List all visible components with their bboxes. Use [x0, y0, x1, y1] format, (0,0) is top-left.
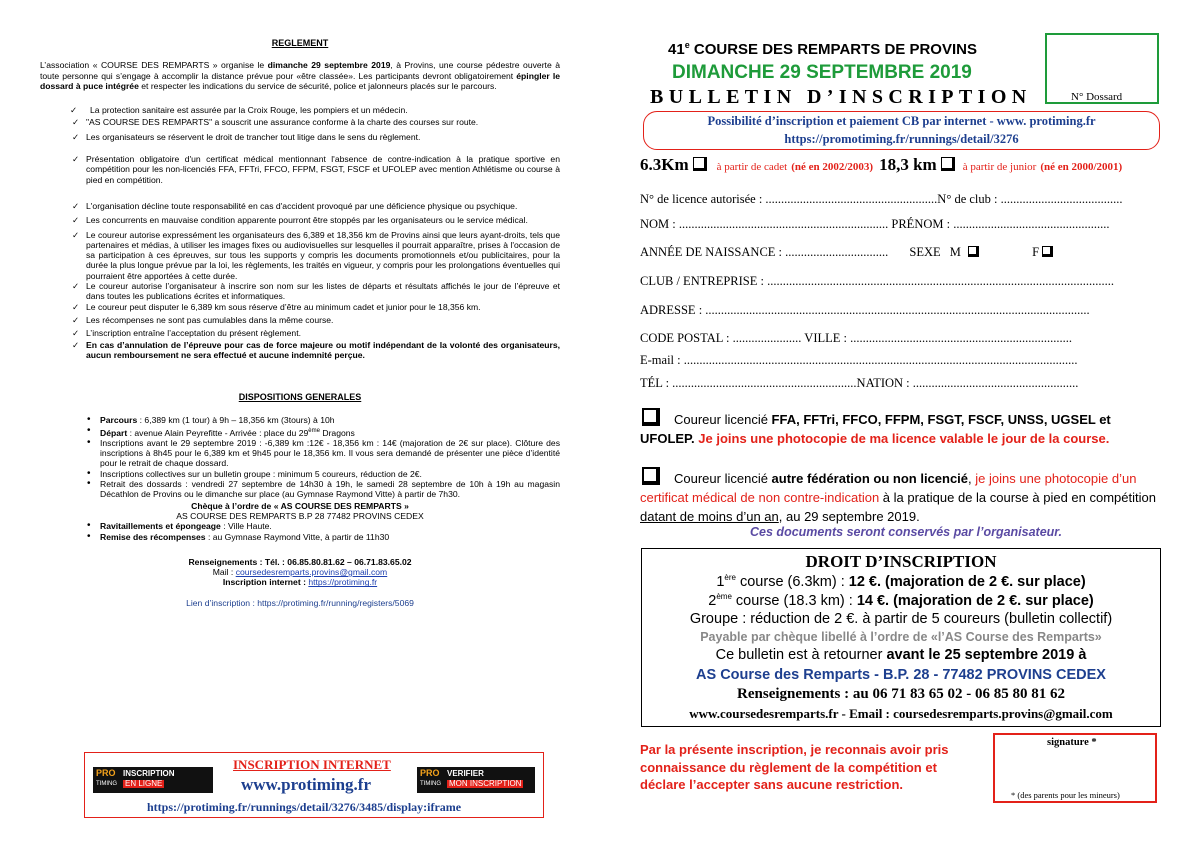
signature-box[interactable]: [993, 733, 1157, 803]
lien-inscription[interactable]: Lien d’inscription : https://protiming.fr/running/registers/5069: [186, 597, 414, 608]
list-item: ✓ Le coureur autorise expressément les organisateurs des 6,389 et 18,356 km de Provins ainsi que leurs ayant-droits, tels que partenaires et médias, à utiliser les images fixes ou audiovisuelles sur lesquelles il pourrait apparaître, prises à l'occasion de sa participation à ces épreuves, sur tous les supports y compris les documents promotionnels et/ou publicitaires, pour la durée la plus longue prévue par la loi, les règlements, les traités en vigueur, y compris pour les prolongations éventuelles qui pourraient être apportées à cette durée.: [72, 229, 560, 281]
checkbox-sexe-f[interactable]: [1042, 246, 1053, 257]
online-line2[interactable]: https://promotiming.fr/runnings/detail/3276: [784, 132, 1019, 146]
conserved-note: Ces documents seront conservés par l’organisateur.: [750, 525, 1062, 539]
droit-title: DROIT D’INSCRIPTION: [805, 552, 997, 571]
inscription-site[interactable]: www.protiming.fr: [241, 775, 372, 794]
droit-course1: 1ère course (6.3km) : 12 €. (majoration de 2 €. sur place): [716, 573, 1086, 590]
check-icon: ✓: [72, 281, 80, 292]
droit-web[interactable]: www.coursedesremparts.fr - Email : coursedesremparts.provins@gmail.com: [689, 706, 1113, 721]
bullet-icon: •: [87, 414, 91, 426]
signature-label: signature *: [1047, 737, 1097, 748]
check-icon: ✓: [72, 117, 80, 128]
dossard-box: [1045, 33, 1159, 104]
dispositions-title: DISPOSITIONS GENERALES: [238, 392, 362, 403]
reglement-title: REGLEMENT: [271, 38, 329, 48]
email-field[interactable]: E-mail : ..............................................................................................................................: [640, 353, 1078, 367]
internet-link[interactable]: https://protiming.fr: [308, 577, 378, 588]
check-icon: ✓: [72, 200, 80, 211]
bullet-icon: •: [87, 520, 91, 532]
edition-title: 41e COURSE DES REMPARTS DE PROVINS: [668, 40, 977, 58]
check-icon: ✓: [72, 229, 80, 240]
bullet-icon: •: [87, 424, 91, 436]
list-item: • Retrait des dossards : vendredi 27 septembre de 14h30 à 19h, le samedi 28 septembre de 10h à 19h au magasin Décathlon de Provins ou le dimanche sur place (au Gymnase Raymond Vitte) à partir de 7h30.: [87, 478, 560, 500]
list-item: ✓ "AS COURSE DES REMPARTS" a souscrit une assurance conforme à la charte des courses sur route.: [72, 117, 479, 128]
list-item: ✓ Les récompenses ne sont pas cumulables dans la même course.: [72, 314, 334, 325]
check-icon: ✓: [70, 105, 78, 116]
acceptance-text: Par la présente inscription, je reconnais avoir pris connaissance du règlement de la compétition et déclare l’accepter sans aucune restriction.: [640, 742, 949, 792]
bulletin-title: BULLETIN D’INSCRIPTION: [650, 86, 1032, 108]
checkbox-6km[interactable]: [693, 157, 707, 171]
mail-link[interactable]: coursedesremparts.provins@gmail.com: [235, 567, 388, 578]
check-icon: ✓: [72, 339, 80, 350]
club-field[interactable]: CLUB / ENTREPRISE : ...............................................................................................................: [640, 274, 1114, 288]
event-date: DIMANCHE 29 SEPTEMBRE 2019: [672, 62, 972, 83]
cheque-line1: Chèque à l’ordre de « AS COURSE DES REMPARTS »: [191, 500, 409, 511]
list-item: • Inscriptions collectives sur un bulletin groupe : minimum 5 coureurs, réduction de 2€.: [87, 467, 422, 479]
licencie-text: Coureur licencié FFA, FFTri, FFCO, FFPM, FSGT, FSCF, UNSS, UGSEL et UFOLEP. Je joins une photocopie de ma licence valable le jour de la course.: [640, 412, 1111, 446]
list-item: • Inscriptions avant le 29 septembre 2019 : -6,389 km :12€ - 18,356 km : 14€ (majoration de 2€ sur place). Clôture des inscriptions à 8h45 pour le 6,389 km et 9h45 pour le 18,356 km. Il vous sera demandé de présenter une pièce d’identité pour le retrait de chaque dossard.: [87, 436, 560, 469]
droit-inscription-box: [641, 548, 1161, 727]
left-column: [40, 38, 560, 608]
list-item: ✓ Les organisateurs se réservent le droit de trancher tout litige dans le sens du règlement.: [72, 131, 421, 142]
licence-field[interactable]: N° de licence autorisée : .......................................................N° de club : .......................................: [640, 192, 1123, 206]
list-item: ✓ Présentation obligatoire d'un certificat médical mentionnant l'absence de contre-indication à la pratique sportive en compétition pour les non-licenciés FFA, FFTri, FFCO, FFPM, FSGT, FSCF et UFOLEP avec mention Athlétisme ou course à pied en compétition.: [72, 154, 560, 185]
list-item: ✓ L'organisation décline toute responsabilité en cas d'accident provoqué par une déficience physique ou psychique.: [72, 200, 518, 211]
list-item: • Parcours : 6,389 km (1 tour) à 9h – 18,356 km (3tours) à 10h: [87, 414, 335, 426]
droit-renseignements: Renseignements : au 06 71 83 65 02 - 06 85 80 81 62: [737, 686, 1065, 702]
reglement-list: [40, 105, 560, 360]
checkbox-18km[interactable]: [941, 157, 955, 171]
droit-course2: 2ème course (18.3 km) : 14 €. (majoration de 2 €. sur place): [708, 592, 1094, 609]
mail-line: Mail : coursedesremparts.provins@gmail.com: [212, 567, 388, 578]
list-item: ✓ Le coureur autorise l’organisateur à inscrire son nom sur les listes de départs et résultats affichés le jour de l’épreuve et dans toutes les publications écrites et informatiques.: [72, 281, 560, 302]
tel-nation-field[interactable]: TÉL : ...........................................................NATION : .....................................................: [640, 376, 1079, 390]
distance-row: 6.3Km à partir de cadet (né en 2002/2003) 18,3 km à partir de junior (né en 2000/2001): [640, 155, 1123, 174]
cheque-line2: AS COURSE DES REMPARTS B.P 28 77482 PROVINS CEDEX: [176, 510, 424, 521]
bullet-icon: •: [87, 530, 91, 542]
droit-address: AS Course des Remparts - B.P. 28 - 77482 PROVINS CEDEX: [696, 667, 1106, 683]
check-icon: ✓: [72, 215, 80, 226]
bullet-icon: •: [87, 478, 91, 490]
adresse-field[interactable]: ADRESSE : ...........................................................................................................................: [640, 303, 1090, 317]
code-postal-ville-field[interactable]: CODE POSTAL : ...................... VILLE : .......................................................................: [640, 331, 1072, 345]
checkbox-sexe-m[interactable]: [968, 246, 979, 257]
check-icon: ✓: [72, 154, 80, 165]
list-item: • Ravitaillements et épongeage : Ville Haute.: [87, 520, 272, 532]
annee-field[interactable]: ANNÉE DE NAISSANCE : ................................. SEXE M F: [640, 245, 1160, 260]
inscription-internet-box: [84, 752, 544, 818]
droit-retour: Ce bulletin est à retourner avant le 25 septembre 2019 à: [715, 647, 1087, 663]
dispositions-list-2: [40, 521, 560, 542]
check-icon: ✓: [72, 328, 80, 339]
non-licencie-text: Coureur licencié autre fédération ou non licencié, je joins une photocopie d’un certificat médical de non contre-indication à la pratique de la course à pied en compétition datant de moins d’un an, au 29 septembre 2019.: [640, 471, 1156, 524]
renseignements: Renseignements : Tél. : 06.85.80.81.62 – 06.71.83.65.02: [188, 556, 412, 567]
list-item: ✓ Les concurrents en mauvaise condition apparente pourront être stoppés par les organisateurs ou le service médical.: [72, 215, 528, 226]
droit-payable: Payable par chèque libellé à l’ordre de «l’AS Course des Remparts»: [700, 630, 1102, 644]
verifier-inscription-logo[interactable]: PRO TIMING VERIFIER MON INSCRIPTION: [417, 767, 535, 793]
inscription-title: INSCRIPTION INTERNET: [233, 757, 391, 772]
nom-prenom-field[interactable]: NOM : ................................................................... PRÉNOM : ..................................................: [640, 217, 1110, 231]
check-icon: ✓: [72, 301, 80, 312]
list-item: ✓ La protection sanitaire est assurée par la Croix Rouge, les pompiers et un médecin.: [70, 105, 408, 116]
internet-line: Inscription internet : https://protiming.fr: [222, 577, 378, 588]
check-icon: ✓: [72, 314, 80, 325]
bullet-icon: •: [87, 467, 91, 479]
check-icon: ✓: [72, 131, 80, 142]
list-item: • Remise des récompenses : au Gymnase Raymond Vitte, à partir de 11h30: [87, 530, 390, 542]
online-line1[interactable]: Possibilité d’inscription et paiement CB par internet - www. protiming.fr: [707, 114, 1096, 128]
bullet-icon: •: [87, 436, 91, 448]
list-item: • Départ : avenue Alain Peyrefitte - Arrivée : place du 29ème Dragons: [87, 424, 355, 438]
inscription-url[interactable]: https://protiming.fr/runnings/detail/3276/3485/display:iframe: [147, 800, 462, 814]
distance-18km: 18,3 km: [879, 155, 937, 174]
distance-6km: 6.3Km: [640, 155, 689, 174]
dossard-label: N° Dossard: [1071, 91, 1123, 103]
dispositions-list: [40, 415, 560, 499]
list-item: ✓ L’inscription entraîne l’acceptation du présent règlement.: [72, 328, 301, 339]
online-box: [643, 111, 1160, 150]
list-item: ✓ En cas d’annulation de l’épreuve pour cas de force majeure ou motif indépendant de la volonté des organisateurs, aucun remboursement ne sera effectué et aucune indemnité perçue.: [72, 339, 560, 360]
list-item: ✓ Le coureur peut disputer le 6,389 km sous réserve d’être au minimum cadet et junior pour le 18,356 km.: [72, 301, 481, 312]
reglement-intro: L’association « COURSE DES REMPARTS » organise le dimanche 29 septembre 2019, à Provins, une course pédestre ouverte à toute personne qui s’engage à accomplir la distance prévue pour «être classée». Les participants devront obligatoirement épingler le dossard à puce intégrée et respecter les indications du service de sécurité, police et jalonneurs placés sur le parcours.: [40, 60, 561, 91]
signature-note: * (des parents pour les mineurs): [1011, 790, 1120, 800]
inscription-en-ligne-logo[interactable]: PRO TIMING INSCRIPTION EN LIGNE: [93, 767, 213, 793]
droit-groupe: Groupe : réduction de 2 €. à partir de 5 coureurs (bulletin collectif): [689, 611, 1113, 627]
